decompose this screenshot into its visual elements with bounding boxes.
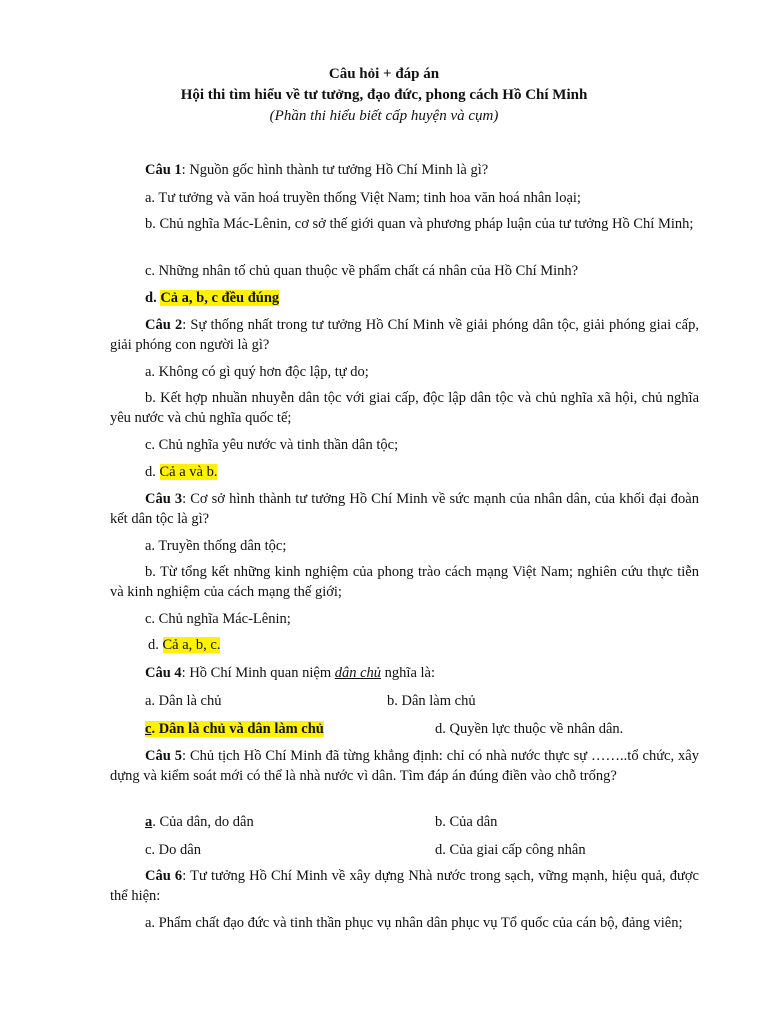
question-text: : Nguồn gốc hình thành tư tưởng Hồ Chí Minh là gì? (181, 162, 489, 178)
q3-option-a: a. Truyền thống dân tộc; (145, 538, 287, 554)
question-4 (110, 663, 699, 683)
question-1 (110, 160, 699, 180)
question-text: : Tư tưởng Hồ Chí Minh về xây dựng Nhà nước trong sạch, vững mạnh, hiệu quả, được thể hiện: (110, 868, 699, 904)
question-text: : Hồ Chí Minh quan niệm (181, 665, 335, 681)
q4-option-b: b. Dân làm chủ (387, 693, 476, 709)
q1-option-c: c. Những nhân tố chủ quan thuộc về phẩm chất cá nhân của Hồ Chí Minh? (145, 263, 579, 279)
doc-section-note: (Phần thi hiểu biết cấp huyện và cụm) (269, 108, 499, 124)
doc-title: Câu hỏi + đáp án (328, 66, 440, 82)
question-label: Câu 1 (145, 162, 182, 178)
doc-subtitle: Hội thi tìm hiểu về tư tưởng, đạo đức, phong cách Hồ Chí Minh (180, 87, 588, 103)
q2-option-c: c. Chủ nghĩa yêu nước và tinh thần dân tộc; (145, 437, 399, 453)
question-text-end: nghĩa là: (381, 665, 436, 681)
q5-option-d: d. Của giai cấp công nhân (435, 842, 586, 858)
q4-option-c (145, 719, 435, 739)
question-text: : Chủ tịch Hồ Chí Minh đã từng khẳng định: chỉ có nhà nước thực sự ……..tổ chức, xây dựng và kiểm soát mới có thể là nhà nước vì dân. Tìm đáp án đúng điền vào chỗ trống? (110, 748, 699, 784)
correct-answer-highlight: Cả a và b. (159, 464, 218, 480)
q1-option-b: b. Chủ nghĩa Mác-Lênin, cơ sở thế giới quan và phương pháp luận của tư tưởng Hồ Chí Minh; (145, 216, 694, 232)
q5-option-c: c. Do dân (145, 842, 201, 858)
emphasized-term: dân chủ (334, 665, 382, 681)
correct-answer-highlight: Cả a, b, c. (162, 637, 221, 653)
option-prefix: d. (145, 464, 160, 480)
answer-letter: c (145, 721, 152, 737)
option-prefix: d. (148, 637, 163, 653)
q6-option-a: a. Phẩm chất đạo đức và tinh thần phục vụ nhân dân phục vụ Tổ quốc của cán bộ, đảng viên; (145, 915, 683, 931)
q1-option-a: a. Tư tưởng và văn hoá truyền thống Việt Nam; tinh hoa văn hoá nhân loại; (145, 190, 581, 206)
correct-answer-highlight (145, 721, 324, 737)
question-2 (110, 315, 699, 355)
q2-option-b: b. Kết hợp nhuần nhuyễn dân tộc với giai cấp, độc lập dân tộc và chủ nghĩa xã hội, chủ nghĩa yêu nước và chủ nghĩa quốc tế; (110, 390, 699, 426)
q4-option-d: d. Quyền lực thuộc về nhân dân. (435, 721, 624, 737)
q2-option-d (145, 462, 699, 482)
option-prefix: d. (145, 290, 161, 306)
question-3 (110, 489, 699, 529)
answer-text: . Của dân, do dân (152, 814, 254, 830)
question-label: Câu 5 (145, 748, 182, 764)
q5-option-b: b. Của dân (435, 814, 498, 830)
question-text: : Sự thống nhất trong tư tưởng Hồ Chí Minh về giải phóng dân tộc, giải phóng giai cấp, giải phóng con người là gì? (110, 317, 699, 353)
q4-option-a: a. Dân là chủ (145, 693, 222, 709)
question-5 (110, 746, 699, 786)
q5-option-a (145, 812, 425, 832)
q3-option-c: c. Chủ nghĩa Mác-Lênin; (145, 611, 291, 627)
q2-option-a: a. Không có gì quý hơn độc lập, tự do; (145, 364, 369, 380)
question-label: Câu 6 (145, 868, 183, 884)
answer-text: . Dân là chủ và dân làm chủ (151, 721, 324, 737)
question-label: Câu 4 (145, 665, 182, 681)
question-label: Câu 2 (145, 317, 183, 333)
answer-letter: a (145, 814, 153, 830)
question-6 (110, 866, 699, 906)
q3-option-d (148, 635, 702, 655)
question-text: : Cơ sở hình thành tư tưởng Hồ Chí Minh về sức mạnh của nhân dân, của khối đại đoàn kết dân tộc là gì? (110, 491, 699, 527)
question-label: Câu 3 (145, 491, 183, 507)
q1-option-d (145, 288, 699, 308)
correct-answer-highlight: Cả a, b, c đều đúng (160, 290, 280, 306)
q3-option-b: b. Từ tổng kết những kinh nghiệm của phong trào cách mạng Việt Nam; nghiên cứu thực tiễn và kinh nghiệm của cách mạng thế giới; (110, 564, 699, 600)
